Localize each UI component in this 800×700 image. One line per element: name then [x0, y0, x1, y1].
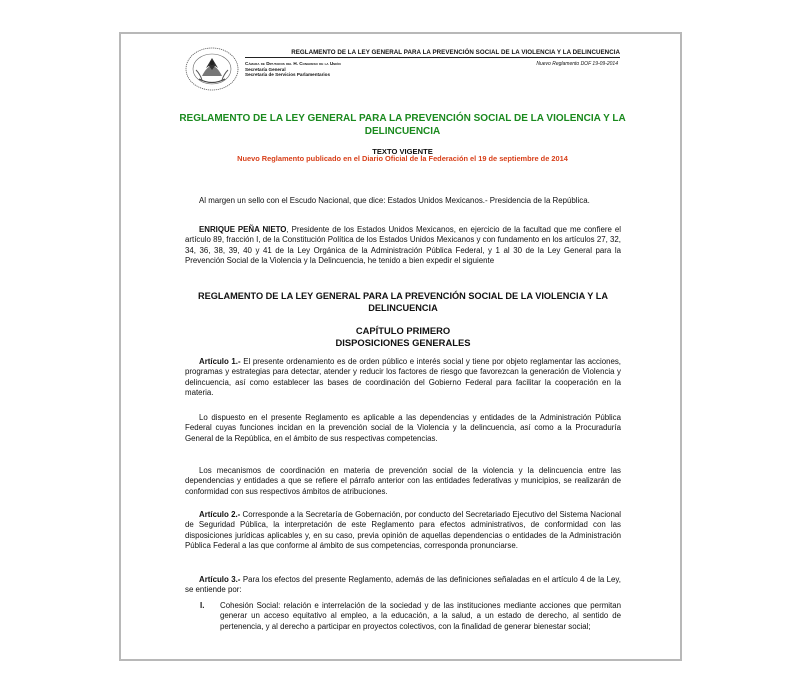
- article-1-label: Artículo 1.-: [199, 357, 241, 366]
- publication-note: Nuevo Reglamento publicado en el Diario Oficial de la Federación el 19 de septiembre de 2014: [237, 154, 568, 163]
- document-title: REGLAMENTO DE LA LEY GENERAL PARA LA PREVENCIÓN SOCIAL DE LA VIOLENCIA Y LA DELINCUENCIA: [179, 113, 626, 137]
- list-item-number: I.: [200, 601, 205, 610]
- article-3-text: Para los efectos del presente Reglamento, además de las definiciones señaladas en el artículo 4 de la Ley, se entiende por:: [185, 575, 621, 595]
- president-paragraph: [185, 225, 621, 267]
- national-seal-icon: [184, 46, 240, 92]
- capitulo-label: CAPÍTULO PRIMERO: [355, 325, 451, 336]
- reglamento-note: Nuevo Reglamento DOF 19-09-2014: [536, 61, 618, 67]
- list-item: [185, 601, 621, 632]
- reglamento-heading: REGLAMENTO DE LA LEY GENERAL PARA LA PREVENCIÓN SOCIAL DE LA VIOLENCIA Y LA DELINCUENCIA: [197, 291, 609, 313]
- president-text: , Presidente de los Estados Unidos Mexicanos, en ejercicio de la facultad que me confiere el artículo 89, fracción I, de la Constitución Política de los Estados Unidos Mexicanos y con fundamento en los artículos 27, 32, 34, 36, 38, 39, 40 y 41 de la Ley Orgánica de la Administración Pública Federal, y 1 al 30 de la Ley General para la Prevención Social de la Violencia y la Delincuencia, he tenido a bien expedir el siguiente: [185, 225, 622, 266]
- article-2: [185, 510, 621, 552]
- president-name: ENRIQUE PEÑA NIETO: [199, 225, 287, 234]
- article-1-text: El presente ordenamiento es de orden público e interés social y tiene por objeto reglamentar las acciones, programas y estrategias para detectar, atender y reducir los factores de riesgo que favorezcan la generación de Violencia y delincuencia, así como establecer las bases de coordinación del Gobierno Federal para facilitar la cooperación en la materia.: [185, 357, 621, 398]
- article-2-label: Artículo 2.-: [199, 510, 241, 519]
- running-title: REGLAMENTO DE LA LEY GENERAL PARA LA PREVENCIÓN SOCIAL DE LA VIOLENCIA Y LA DELINCUENCIA: [291, 49, 620, 56]
- secretaria-general: Secretaría General: [245, 66, 286, 72]
- article-1: [185, 357, 621, 399]
- header-institution: [245, 61, 341, 78]
- chapter-heading: [185, 325, 621, 348]
- article-1-paragraph-3: Los mecanismos de coordinación en materia de prevención social de la violencia y la delincuencia entre las dependencias y entidades a que se refiere el párrafo anterior con las entidades federativas y municipios, se realizarán de conformidad con sus respectivos ámbitos de atribuciones.: [185, 466, 621, 496]
- definition-list: [185, 601, 621, 632]
- article-1-paragraph-2: Lo dispuesto en el presente Reglamento es aplicable a las dependencias y entidades de la Administración Pública Federal cuyas funciones incidan en la prevención social de la Violencia y la delincuencia, así como a la Procuraduría General de la República, en el ámbito de sus respectivas competencias.: [185, 413, 621, 443]
- document-page: [119, 32, 682, 661]
- article-2-text: Corresponde a la Secretaría de Gobernación, por conducto del Secretariado Ejecutivo del Sistema Nacional de Seguridad Pública, la interpretación de este Reglamento para efectos administrativos, de conformidad con las disposiciones jurídicas aplicables y, en su caso, previa opinión de aquellas dependencias o entidades de la Administración Pública Federal a las que conforme al ámbito de sus competencias, corresponda pronunciarse.: [185, 510, 621, 551]
- servicios-parlamentarios: Secretaría de Servicios Parlamentarios: [245, 72, 331, 78]
- article-3-label: Artículo 3.-: [199, 575, 241, 584]
- margen-paragraph: Al margen un sello con el Escudo Nacional, que dice: Estados Unidos Mexicanos.- Presidencia de la República.: [199, 196, 590, 205]
- disposiciones-label: DISPOSICIONES GENERALES: [335, 336, 471, 348]
- list-item-text: Cohesión Social: relación e interrelación de la sociedad y de las instituciones mediante acciones que permitan generar un acceso equitativo al empleo, a la educación, a la salud, a un estado de derecho, al sentido de pertenencia, y al derecho a participar en proyectos colectivos, con la finalidad de generar bienestar social;: [220, 601, 621, 631]
- header-rule: [245, 57, 620, 58]
- texto-vigente: TEXTO VIGENTE: [372, 147, 433, 156]
- chamber-name: Cámara de Diputados del H. Congreso de la Unión: [245, 61, 341, 66]
- article-3: [185, 575, 621, 596]
